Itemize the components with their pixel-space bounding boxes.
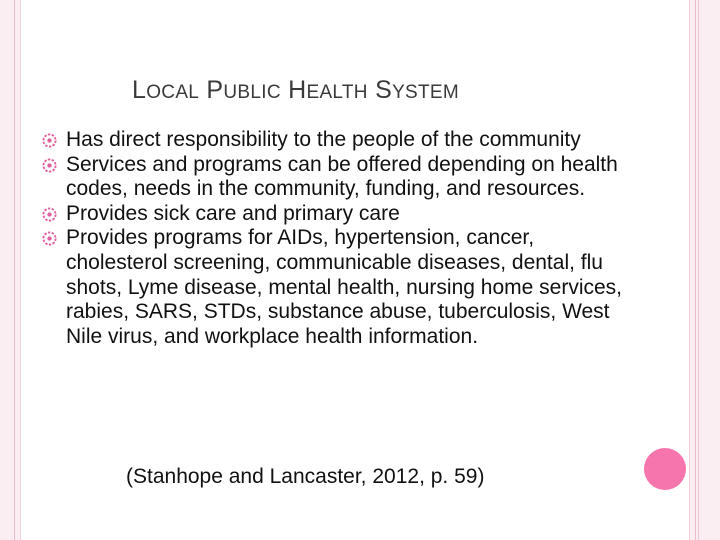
bullet-text: Provides programs for AIDs, hypertension, cancer, cholesterol screening, communicable diseases, dental, flu shots, Lyme disease, mental health, nursing home services, rabies, SARS, STDs, substance abuse, tuberculosis, West Nile virus, and workplace health information. [66,226,622,348]
title-word: PUBLIC [206,76,281,104]
slide-title [132,76,652,105]
slide-right-border [688,0,699,540]
bullet-list [42,128,622,349]
accent-dot [644,448,686,490]
title-word: LOCAL [132,76,200,104]
title-word: SYSTEM [375,76,460,104]
bullet-item [42,153,622,202]
citation: (Stanhope and Lancaster, 2012, p. 59) [126,465,485,488]
gear-flower-icon [42,133,57,148]
bullet-item [42,128,622,153]
title-word: HEALTH [288,76,368,104]
gear-flower-icon [42,231,57,246]
bullet-item [42,202,622,227]
bullet-text: Services and programs can be offered depending on health codes, needs in the community, funding, and resources. [66,152,618,201]
bullet-text: Provides sick care and primary care [66,201,400,225]
bullet-text: Has direct responsibility to the people of the community [66,128,581,151]
bullet-item [42,226,622,349]
gear-flower-icon [42,158,57,173]
gear-flower-icon [42,207,57,222]
